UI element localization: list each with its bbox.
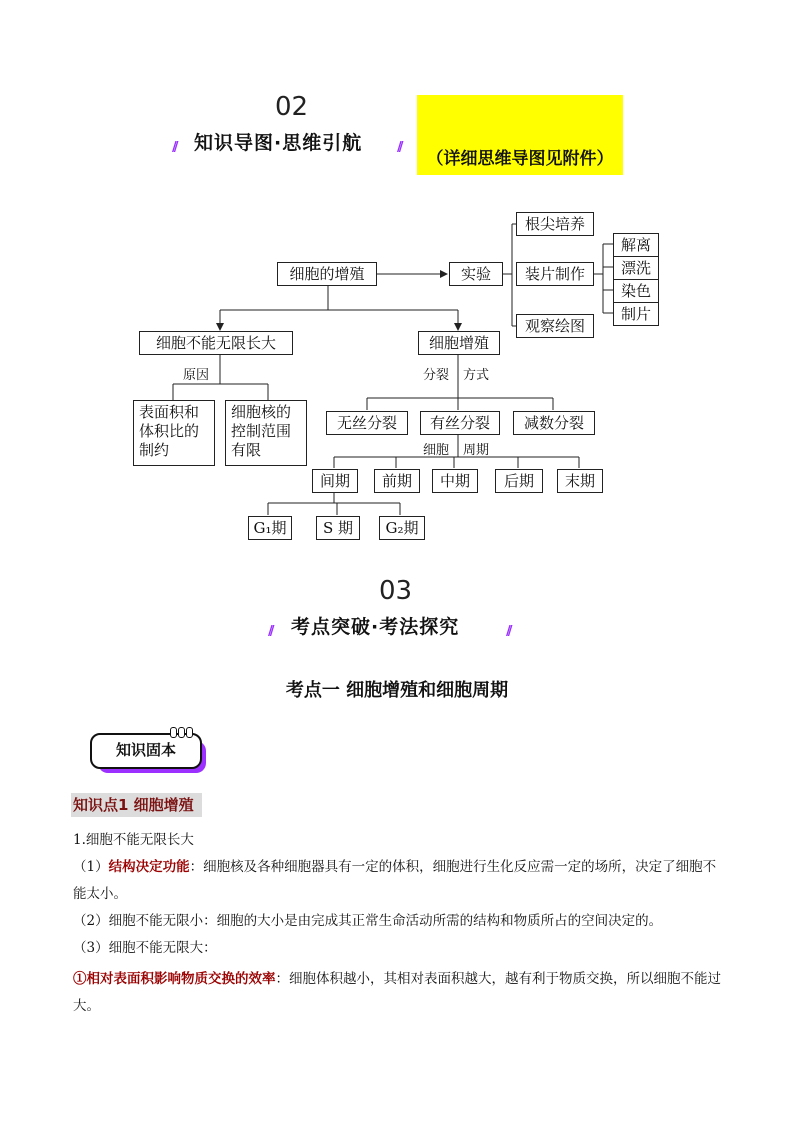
- section-03-number: 03: [379, 576, 412, 606]
- knowledge-point-heading: 知识点1 细胞增殖: [71, 793, 202, 817]
- attachment-note: （详细思维导图见附件）: [426, 149, 614, 169]
- node-observe-draw: 观察绘图: [516, 314, 594, 338]
- decor-slashes-right: //: [397, 140, 401, 155]
- node-g1-phase: G₁期: [248, 516, 292, 540]
- node-mitosis: 有丝分裂: [420, 411, 500, 435]
- section-02-number: 02: [275, 92, 308, 122]
- para2-prefix: （1）: [73, 859, 109, 875]
- binder-ring-icon: [170, 727, 177, 738]
- paragraph-5: [73, 966, 729, 1020]
- section-02-title: 知识导图·思维引航: [194, 128, 362, 155]
- node-cell-division: 细胞增殖: [418, 331, 500, 355]
- label-mode: 方式: [463, 368, 490, 383]
- decor-slashes-left: //: [268, 624, 272, 639]
- label-reason: 原因: [183, 368, 210, 383]
- binder-ring-icon: [178, 727, 185, 738]
- node-metaphase: 中期: [432, 469, 478, 493]
- node-interphase: 间期: [312, 469, 358, 493]
- node-dissociation: 解离: [613, 233, 659, 257]
- node-g2-phase: G₂期: [379, 516, 425, 540]
- topic-heading: 考点一 细胞增殖和细胞周期: [285, 680, 509, 701]
- node-meiosis: 减数分裂: [513, 411, 595, 435]
- paragraph-2: [73, 854, 729, 908]
- label-division: 分裂: [423, 368, 450, 383]
- node-experiment: 实验: [449, 262, 503, 286]
- node-telophase: 末期: [557, 469, 603, 493]
- node-amitosis: 无丝分裂: [326, 411, 408, 435]
- binder-ring-icon: [186, 727, 193, 738]
- paragraph-4: （3）细胞不能无限大：: [73, 940, 217, 956]
- node-reason-surface-volume: 表面积和体积比的制约: [133, 400, 215, 466]
- paragraph-3: （2）细胞不能无限小：细胞的大小是由完成其正常生命活动所需的结构和物质所占的空间决定的。: [73, 913, 663, 929]
- node-prophase: 前期: [374, 469, 420, 493]
- node-anaphase: 后期: [495, 469, 543, 493]
- label-cycle: 周期: [463, 443, 490, 458]
- decor-slashes-left: //: [172, 140, 176, 155]
- para5-emphasis: ①相对表面积影响物质交换的效率: [73, 971, 276, 987]
- node-root-tip-culture: 根尖培养: [516, 212, 594, 236]
- attachment-note-box: [417, 95, 623, 175]
- node-cannot-grow-infinitely: 细胞不能无限长大: [139, 331, 293, 355]
- paragraph-1: 1.细胞不能无限长大: [73, 832, 194, 848]
- section-03-title: 考点突破·考法探究: [291, 612, 459, 639]
- node-staining: 染色: [613, 279, 659, 303]
- node-s-phase: S 期: [316, 516, 360, 540]
- node-slide-making: 装片制作: [516, 262, 594, 286]
- para2-text: ：细胞核及各种细胞器具有一定的体积，细胞进行生化反应需一定的场所，决定了细胞不能太小。: [73, 859, 717, 902]
- para2-emphasis: 结构决定功能: [108, 859, 190, 875]
- node-reason-nucleus-control: 细胞核的控制范围有限: [225, 400, 307, 466]
- para5-text: ：细胞体积越小，其相对表面积越大，越有利于物质交换，所以细胞不能过大。: [73, 971, 721, 1014]
- badge-label: 知识固本: [115, 741, 176, 759]
- knowledge-badge: [90, 733, 204, 771]
- label-cell: 细胞: [423, 443, 450, 458]
- decor-slashes-right: //: [506, 624, 510, 639]
- node-mounting: 制片: [613, 302, 659, 326]
- node-rinsing: 漂洗: [613, 256, 659, 280]
- node-cell-proliferation-root: 细胞的增殖: [277, 262, 377, 286]
